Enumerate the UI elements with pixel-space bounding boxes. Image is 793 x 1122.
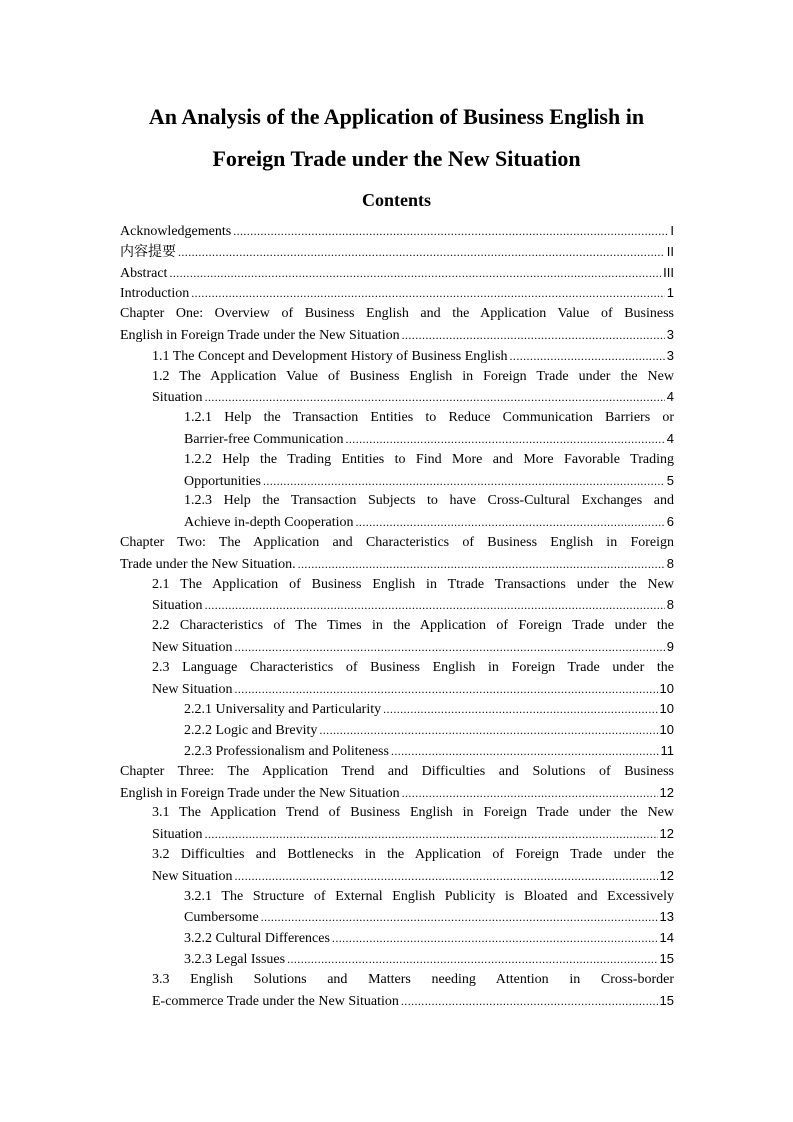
toc-entry[interactable] — [184, 741, 674, 762]
toc-page-number: I — [670, 223, 674, 238]
toc-page-number: 10 — [659, 680, 674, 696]
toc-page-number: 12 — [659, 826, 674, 842]
toc-page-number: III — [663, 264, 674, 280]
toc-entry-first-line: 1.2 The Application Value of Business English in Foreign Trade under the New — [152, 368, 674, 384]
toc-entry-label: 2.2.3 Professionalism and Politeness — [184, 744, 389, 759]
dot-leader — [263, 471, 665, 493]
toc-entry-first-line: 3.3 English Solutions and Matters needing Attention in Cross-border — [152, 971, 674, 987]
dot-leader — [178, 242, 665, 264]
toc-entry-label: Situation — [152, 827, 203, 843]
toc-entry-first-line: 3.2 Difficulties and Bottlenecks in the Application of Foreign Trade under the — [152, 847, 674, 862]
toc-entry[interactable] — [184, 699, 674, 720]
document-title-line-1: An Analysis of the Application of Business English in — [148, 104, 645, 129]
toc-entry-label: English in Foreign Trade under the New Situation — [120, 785, 400, 801]
toc-page-number: 12 — [659, 867, 674, 883]
toc-entry[interactable] — [184, 408, 674, 450]
toc-entry-label: Achieve in-depth Cooperation — [184, 515, 354, 531]
toc-entry[interactable] — [184, 887, 674, 929]
dot-leader — [205, 595, 665, 617]
dot-leader — [261, 907, 658, 929]
toc-entry-first-line: 3.2.1 The Structure of External English Publicity is Bloated and Excessively — [184, 888, 674, 904]
toc-entry-label: Barrier-free Communication — [184, 431, 344, 447]
toc-entry[interactable] — [152, 658, 674, 700]
toc-entry[interactable] — [120, 221, 674, 242]
toc-page-number: 8 — [666, 597, 674, 613]
toc-page-number: 10 — [659, 701, 674, 717]
toc-page-number: 3 — [666, 347, 674, 363]
toc-entry-label: Trade under the New Situation. — [120, 556, 296, 572]
toc-page-number: 10 — [659, 722, 674, 738]
dot-leader — [391, 741, 659, 763]
toc-entry[interactable] — [120, 242, 674, 263]
toc-entry-label: 3.2.3 Legal Issues — [184, 952, 286, 967]
toc-page-number: 15 — [659, 951, 674, 966]
toc-entry-label: Acknowledgements — [120, 224, 232, 239]
toc-entry-first-line: 1.2.1 Help the Transaction Entities to Reduce Communication Barriers or — [184, 410, 674, 426]
toc-entry[interactable] — [184, 491, 674, 533]
toc-entry-label: Situation — [152, 390, 203, 406]
dot-leader — [298, 554, 665, 576]
toc-page-number: 13 — [659, 909, 674, 925]
dot-leader — [205, 387, 665, 409]
toc-entry[interactable] — [152, 970, 674, 1012]
toc-entry-first-line: 3.1 The Application Trend of Business English in Foreign Trade under the New — [152, 805, 674, 821]
dot-leader — [233, 221, 668, 243]
toc-page-number: 8 — [666, 555, 674, 571]
dot-leader — [332, 928, 658, 950]
toc-entry[interactable] — [184, 450, 674, 492]
toc-entry[interactable] — [120, 533, 674, 575]
toc-entry[interactable] — [120, 283, 674, 304]
toc-entry[interactable] — [152, 575, 674, 617]
dot-leader — [401, 991, 658, 1013]
toc-entry-label: Cumbersome — [184, 910, 259, 926]
toc-page-number: 6 — [666, 514, 674, 530]
toc-page-number: 4 — [666, 430, 674, 446]
toc-entry-label: Introduction — [120, 286, 190, 302]
toc-entry[interactable] — [184, 928, 674, 949]
contents-heading: Contents — [361, 190, 431, 210]
toc-entry-label: 1.1 The Concept and Development History of Business English — [152, 348, 508, 364]
toc-entry[interactable] — [152, 367, 674, 409]
dot-leader — [346, 429, 665, 451]
dot-leader — [402, 325, 665, 347]
toc-entry[interactable] — [120, 762, 674, 804]
dot-leader — [191, 283, 665, 305]
dot-leader — [235, 679, 658, 701]
dot-leader — [287, 949, 657, 971]
dot-leader — [169, 263, 661, 285]
toc-entry-first-line: 2.3 Language Characteristics of Business English in Foreign Trade under the — [152, 659, 674, 675]
toc-entry-first-line: Chapter One: Overview of Business English and the Application Value of Business — [120, 306, 674, 322]
toc-entry[interactable] — [120, 263, 674, 284]
toc-page-number: 11 — [660, 743, 674, 758]
toc-entry-label: Abstract — [120, 265, 168, 281]
toc-page-number: II — [666, 243, 674, 259]
toc-entry-label: New Situation — [152, 681, 233, 697]
toc-entry[interactable] — [152, 803, 674, 845]
toc-page-number: 12 — [659, 784, 674, 800]
toc-page-number: 4 — [666, 389, 674, 405]
toc-entry-label: Opportunities — [184, 473, 261, 489]
toc-entry-label: 3.2.2 Cultural Differences — [184, 931, 330, 947]
document-title-line-2: Foreign Trade under the New Situation — [212, 146, 581, 171]
toc-entry-label: 内容提要 — [120, 244, 176, 260]
toc-entry[interactable] — [152, 845, 674, 887]
toc-entry-first-line: 1.2.3 Help the Transaction Subjects to have Cross-Cultural Exchanges and — [184, 493, 674, 509]
toc-entry-first-line: Chapter Two: The Application and Characteristics of Business English in Foreign — [120, 535, 674, 550]
dot-leader — [205, 824, 658, 846]
toc-page-number: 1 — [666, 285, 674, 301]
toc-entry-label: Situation — [152, 598, 203, 614]
toc-entry-label: English in Foreign Trade under the New Situation — [120, 327, 400, 343]
toc-entry-first-line: 2.1 The Application of Business English in Ttrade Transactions under the New — [152, 576, 674, 592]
toc-page-number: 15 — [659, 992, 674, 1008]
toc-page-number: 14 — [659, 930, 674, 946]
toc-entry-label: New Situation — [152, 639, 233, 655]
toc-entry-label: New Situation — [152, 868, 233, 884]
toc-entry-first-line: 2.2 Characteristics of The Times in the Application of Foreign Trade under the — [152, 618, 674, 634]
dot-leader — [235, 866, 658, 888]
toc-entry-first-line: 1.2.2 Help the Trading Entities to Find More and More Favorable Trading — [184, 451, 674, 467]
toc-entry[interactable] — [152, 616, 674, 658]
dot-leader — [383, 699, 657, 721]
toc-entry[interactable] — [184, 949, 674, 970]
toc-entry[interactable] — [120, 304, 674, 346]
dot-leader — [510, 346, 665, 368]
toc-entry-label: E-commerce Trade under the New Situation — [152, 993, 399, 1009]
toc-entry[interactable] — [152, 346, 674, 367]
dot-leader — [356, 512, 665, 534]
toc-page-number: 3 — [666, 326, 674, 342]
dot-leader — [319, 720, 657, 742]
dot-leader — [235, 637, 665, 659]
dot-leader — [402, 783, 658, 805]
toc-page-number: 5 — [666, 472, 674, 488]
toc-entry-label: 2.2.1 Universality and Particularity — [184, 702, 382, 718]
toc-entry[interactable] — [184, 720, 674, 741]
toc-entry-label: 2.2.2 Logic and Brevity — [184, 723, 318, 739]
toc-entry-first-line: Chapter Three: The Application Trend and Difficulties and Solutions of Business — [120, 763, 674, 779]
toc-page-number: 9 — [666, 638, 674, 654]
